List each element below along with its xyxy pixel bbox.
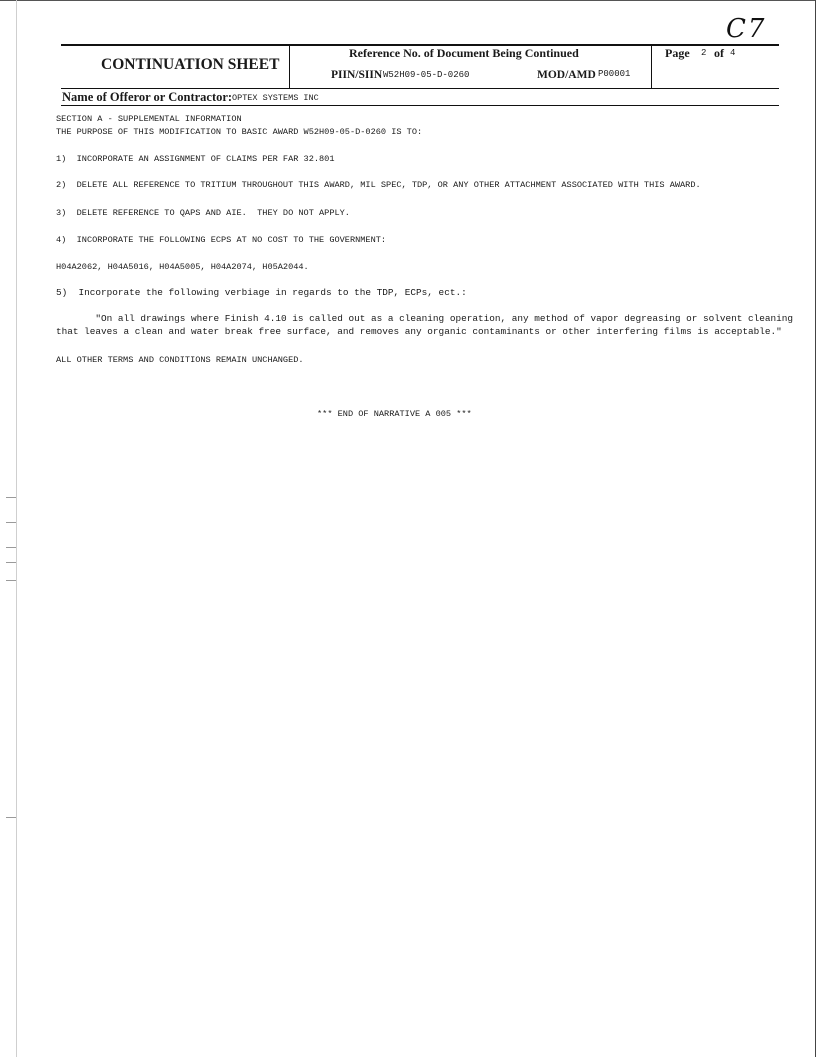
handwritten-note: C7 [726,14,767,44]
offeror-value: OPTEX SYSTEMS INC [232,93,319,103]
header-middle-rule [61,88,779,89]
page-left-edge [16,0,17,1057]
item-2: 2) DELETE ALL REFERENCE TO TRITIUM THROUGHOUT THIS AWARD, MIL SPEC, TDP, OR ANY OTHER ATTACHMENT ASSOCIATED WITH THIS AWARD. [56,180,701,190]
header-divider [651,44,652,88]
reference-label: Reference No. of Document Being Continued [349,46,579,60]
offeror-label: Name of Offeror or Contractor: [62,90,233,104]
ecp-list: H04A2062, H04A5016, H04A5005, H04A2074, H05A2044. [56,262,309,272]
margin-tick [6,580,16,581]
end-of-narrative: *** END OF NARRATIVE A 005 *** [317,409,472,419]
mod-amd-label: MOD/AMD [537,69,596,81]
piin-label: PIIN/SIIN [331,69,383,81]
margin-tick [6,547,16,548]
page-top-edge [0,0,816,1]
item-1: 1) INCORPORATE AN ASSIGNMENT OF CLAIMS PER FAR 32.801 [56,154,335,164]
margin-tick [6,562,16,563]
item-5: 5) Incorporate the following verbiage in regards to the TDP, ECPs, ect.: [56,287,467,298]
quote-line-1: "On all drawings where Finish 4.10 is called out as a cleaning operation, any method of vapor degreasing or solvent cleaning [56,313,793,324]
page-number: 2 [701,48,707,58]
margin-tick [6,522,16,523]
section-heading: SECTION A - SUPPLEMENTAL INFORMATION [56,114,242,124]
mod-amd-value: P00001 [598,69,631,79]
item-4: 4) INCORPORATE THE FOLLOWING ECPS AT NO COST TO THE GOVERNMENT: [56,235,387,245]
piin-value: W52H09-05-D-0260 [383,70,470,80]
page-of-label: of [714,46,724,60]
purpose-statement: THE PURPOSE OF THIS MODIFICATION TO BASIC AWARD W52H09-05-D-0260 IS TO: [56,127,423,137]
margin-tick [6,817,16,818]
page-label: Page [665,46,690,60]
page-total: 4 [730,48,736,58]
header-bottom-rule [61,105,779,106]
closing-statement: ALL OTHER TERMS AND CONDITIONS REMAIN UNCHANGED. [56,355,304,365]
quote-line-2: that leaves a clean and water break free surface, and removes any organic contaminants or other interfering films is acceptable." [56,326,782,337]
header-divider [289,44,290,88]
item-3: 3) DELETE REFERENCE TO QAPS AND AIE. THEY DO NOT APPLY. [56,208,350,218]
margin-tick [6,497,16,498]
sheet-title: CONTINUATION SHEET [101,56,280,73]
